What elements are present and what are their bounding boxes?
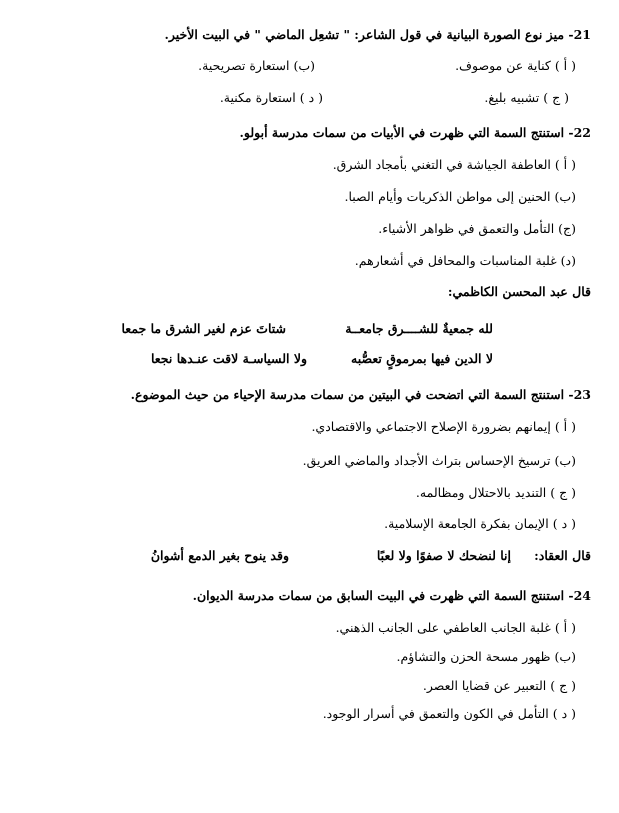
q23-option-d[interactable]: ( د ) الإيمان بفكرة الجامعة الإسلامية. [384, 516, 576, 531]
q23-option-b[interactable]: (ب) ترسيخ الإحساس بتراث الأجداد والماضي العريق. [302, 453, 576, 468]
q23-stem: 23- استنتج السمة التي اتضحت في البيتين من سمات مدرسة الإحياء من حيث الموضوع. [130, 387, 591, 402]
q21-option-a[interactable]: ( أ ) كناية عن موصوف. [455, 58, 576, 73]
q24-option-a[interactable]: ( أ ) غلبة الجانب العاطفي على الجانب الذهني. [335, 620, 576, 635]
q24-option-c[interactable]: ( ج ) التعبير عن قضايا العصر. [422, 678, 576, 693]
q23-option-a[interactable]: ( أ ) إيمانهم بضرورة الإصلاح الاجتماعي والاقتصادي. [311, 419, 576, 434]
poem2-intro: قال العقاد: [534, 548, 591, 563]
poem2-second-hemistich: وقد ينوح بغير الدمع أشوانُ [150, 548, 289, 563]
q22-option-d[interactable]: (د) غلبة المناسبات والمحافل في أشعارهم. [354, 253, 576, 268]
poem1-verse1-first-hemistich: لله جمعيةٌ للشــــرق جامعــة [345, 321, 493, 336]
q24-stem: 24- استنتج السمة التي ظهرت في البيت السابق من سمات مدرسة الديوان. [192, 588, 591, 603]
q22-stem: 22- استنتج السمة التي ظهرت في الأبيات من سمات مدرسة أبولو. [239, 125, 591, 140]
q21-option-b[interactable]: (ب) استعارة تصريحية. [198, 58, 315, 73]
q23-option-c[interactable]: ( ج ) التنديد بالاحتلال ومظالمه. [415, 485, 576, 500]
q24-option-b[interactable]: (ب) ظهور مسحة الحزن والتشاؤم. [396, 649, 576, 664]
poem1-verse2-second-hemistich: ولا السياسـة لاقت عنـدها نجعا [150, 351, 307, 366]
q22-option-b[interactable]: (ب) الحنين إلى مواطن الذكريات وأيام الصبا. [344, 189, 576, 204]
q21-option-d[interactable]: ( د ) استعارة مكنية. [219, 90, 323, 105]
q22-option-a[interactable]: ( أ ) العاطفة الجياشة في التغني بأمجاد الشرق. [332, 157, 576, 172]
q24-option-d[interactable]: ( د ) التأمل في الكون والتعمق في أسرار الوجود. [322, 706, 576, 721]
poem1-verse2-first-hemistich: لا الدين فيها بمرموقٍ تعصُّبه [351, 351, 493, 366]
poem2-first-hemistich: إنا لنضحك لا صفوًا ولا لعبًا [376, 548, 511, 563]
q22-option-c[interactable]: (ج) التأمل والتعمق في ظواهر الأشياء. [378, 221, 576, 236]
q21-stem: 21- ميز نوع الصورة البيانية في قول الشاعر: " تشعِل الماضي " في البيت الأخير. [164, 27, 591, 42]
poem1-verse1-second-hemistich: شتاتَ عزم لغير الشرق ما جمعا [121, 321, 286, 336]
q21-option-c[interactable]: ( ج ) تشبيه بليغ. [484, 90, 569, 105]
poem1-intro: قال عبد المحسن الكاظمي: [447, 284, 591, 299]
